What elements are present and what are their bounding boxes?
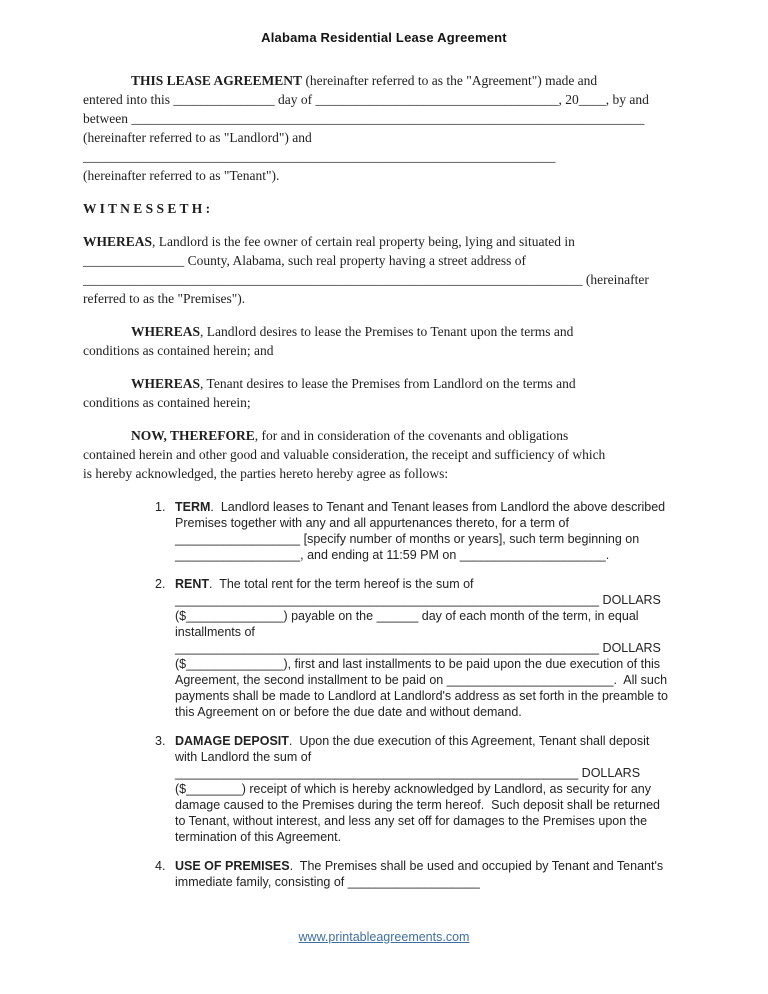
bold-text-segment: RENT — [175, 577, 210, 591]
text-line — [175, 829, 768, 845]
text-line — [83, 374, 723, 393]
bold-text-segment: WHEREAS — [131, 376, 201, 391]
text-segment: . Upon the due execution of this Agreement, Tenant shall deposit — [288, 734, 650, 748]
text-line — [175, 797, 768, 813]
document-title: Alabama Residential Lease Agreement — [261, 30, 507, 45]
text-segment: (hereinafter referred to as the "Agreement") made and — [302, 73, 598, 88]
text-line — [175, 624, 768, 640]
text-segment: this Agreement on or before the due date and without demand. — [175, 705, 522, 719]
text-segment: _____________________________________________________________ DOLLARS — [175, 641, 661, 655]
now-therefore-paragraph — [83, 426, 723, 483]
text-segment: conditions as contained herein; — [83, 395, 251, 410]
text-line — [83, 71, 723, 90]
text-line — [175, 515, 768, 531]
text-line — [83, 232, 723, 251]
text-line — [175, 858, 768, 874]
text-segment: . The Premises shall be used and occupied by Tenant and Tenant's — [289, 859, 664, 873]
text-segment: (hereinafter referred to as "Tenant"). — [83, 168, 280, 183]
witnesseth-heading — [83, 199, 723, 218]
text-segment: is hereby acknowledged, the parties hereto hereby agree as follows: — [83, 466, 449, 481]
text-line — [175, 656, 768, 672]
bold-text-segment: WHEREAS — [131, 324, 201, 339]
text-line — [83, 464, 723, 483]
text-line — [175, 733, 768, 749]
bold-text-segment: USE OF PREMISES — [175, 859, 290, 873]
text-line — [175, 547, 768, 563]
text-line — [175, 874, 768, 890]
text-segment: payments shall be made to Landlord at Landlord's address as set forth in the preamble to — [175, 689, 668, 703]
text-segment: , Tenant desires to lease the Premises from Landlord on the terms and — [200, 376, 576, 391]
text-segment: __________________________________________________________ DOLLARS — [175, 766, 641, 780]
opening-paragraph — [83, 71, 723, 185]
text-line — [175, 499, 768, 515]
damage-deposit-clause — [155, 733, 768, 845]
clauses-list — [155, 499, 768, 890]
text-segment: installments of — [175, 625, 255, 639]
text-segment: , Landlord is the fee owner of certain real property being, lying and situated in — [152, 234, 575, 249]
preamble-section — [83, 71, 723, 483]
text-line — [175, 576, 768, 592]
clause-body — [175, 499, 768, 563]
text-line — [175, 749, 768, 765]
clause-number: 1. — [155, 500, 166, 514]
bold-text-segment: TERM — [175, 500, 211, 514]
text-line — [175, 765, 768, 781]
bold-text-segment: W I T N E S S E T H : — [83, 201, 211, 216]
bold-text-segment: THIS LEASE AGREEMENT — [131, 73, 303, 88]
text-line — [83, 445, 723, 464]
text-line — [83, 270, 723, 289]
bold-text-segment: WHEREAS — [83, 234, 153, 249]
text-line — [175, 672, 768, 688]
text-segment: . Landlord leases to Tenant and Tenant leases from Landlord the above described — [210, 500, 666, 514]
text-segment: immediate family, consisting of ___________________ — [175, 875, 480, 889]
text-segment: Agreement, the second installment to be paid on ________________________. All such — [175, 673, 668, 687]
text-segment: __________________, and ending at 11:59 PM on _____________________. — [175, 548, 610, 562]
text-line — [175, 813, 768, 829]
clause-body — [175, 733, 768, 845]
text-segment: , Landlord desires to lease the Premises to Tenant upon the terms and — [200, 324, 574, 339]
text-line — [83, 166, 723, 185]
text-segment: contained herein and other good and valuable consideration, the receipt and sufficiency of which — [83, 447, 606, 462]
text-segment: ($______________) payable on the ______ day of each month of the term, in equal — [175, 609, 639, 623]
text-line — [83, 90, 723, 109]
rent-clause — [155, 576, 768, 720]
clause-number: 3. — [155, 734, 166, 748]
text-line — [83, 147, 723, 166]
text-line — [83, 426, 723, 445]
text-segment: , for and in consideration of the covenants and obligations — [254, 428, 569, 443]
text-segment: damage caused to the Premises during the term hereof. Such deposit shall be returned — [175, 798, 661, 812]
text-line — [175, 592, 768, 608]
whereas-fee-owner-paragraph — [83, 232, 723, 308]
text-segment: to Tenant, without interest, and less any set off for damages to the Premises upon the — [175, 814, 648, 828]
clause-body — [175, 576, 768, 720]
whereas-landlord-desires-paragraph — [83, 322, 723, 360]
text-segment: _______________ County, Alabama, such real property having a street address of — [83, 253, 527, 268]
text-line — [83, 251, 723, 270]
use-of-premises-clause — [155, 858, 768, 890]
clause-number: 4. — [155, 859, 166, 873]
text-segment: (hereinafter referred to as "Landlord") and — [83, 130, 312, 145]
text-line — [175, 704, 768, 720]
footer-link[interactable]: www.printableagreements.com — [298, 930, 470, 944]
text-segment: termination of this Agreement. — [175, 830, 342, 844]
text-segment: with Landlord the sum of — [175, 750, 312, 764]
text-line — [175, 688, 768, 704]
text-line — [175, 781, 768, 797]
text-segment: entered into this _______________ day of ____________________________________, 20____, by and — [83, 92, 649, 107]
clause-number: 2. — [155, 577, 166, 591]
bold-text-segment: NOW, THEREFORE — [131, 428, 255, 443]
text-line — [83, 322, 723, 341]
whereas-tenant-desires-paragraph — [83, 374, 723, 412]
text-line — [83, 199, 723, 218]
text-line — [175, 640, 768, 656]
clause-body — [175, 858, 768, 890]
text-segment: __________________ [specify number of months or years], such term beginning on — [175, 532, 640, 546]
text-line — [83, 109, 723, 128]
text-line — [83, 393, 723, 412]
text-segment: referred to as the "Premises"). — [83, 291, 246, 306]
text-segment: ($________) receipt of which is hereby acknowledged by Landlord, as security for any — [175, 782, 651, 796]
bold-text-segment: DAMAGE DEPOSIT — [175, 734, 289, 748]
text-line — [175, 608, 768, 624]
text-line — [83, 289, 723, 308]
text-segment: between ____________________________________________________________________________ — [83, 111, 645, 126]
text-segment: _____________________________________________________________ DOLLARS — [175, 593, 661, 607]
text-segment: . The total rent for the term hereof is the sum of — [209, 577, 474, 591]
text-segment: Premises together with any and all appurtenances thereto, for a term of — [175, 516, 569, 530]
text-segment: ______________________________________________________________________ — [83, 149, 556, 164]
text-line — [175, 531, 768, 547]
page-footer — [0, 930, 768, 944]
text-line — [83, 341, 723, 360]
term-clause — [155, 499, 768, 563]
text-line — [83, 128, 723, 147]
text-segment: conditions as contained herein; and — [83, 343, 274, 358]
text-segment: __________________________________________________________________________ (hereinafter — [83, 272, 649, 287]
text-segment: ($______________), first and last installments to be paid upon the due execution of this — [175, 657, 661, 671]
